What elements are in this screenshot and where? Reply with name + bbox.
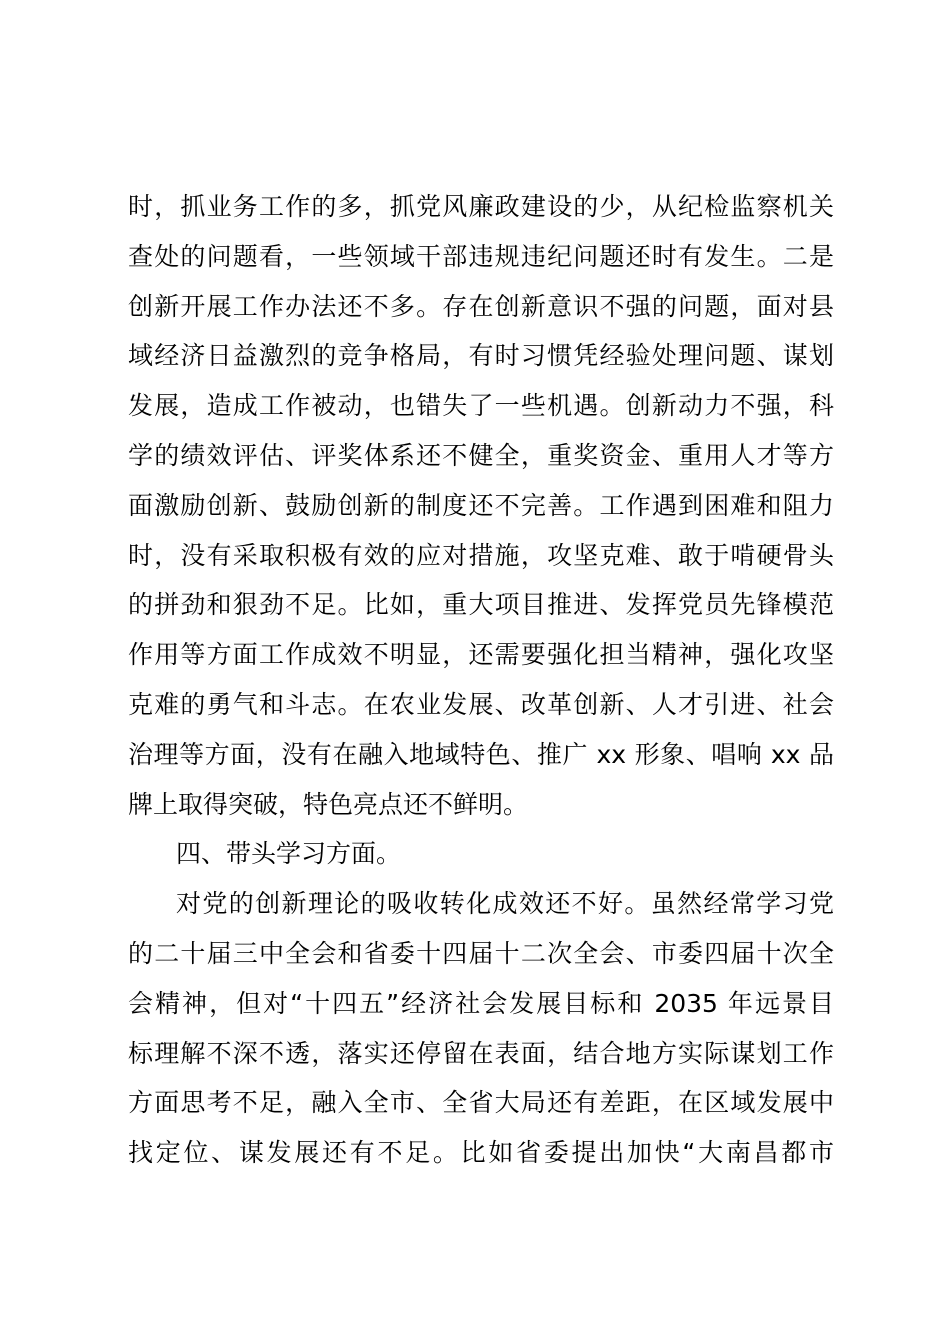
text-line: 时，抓业务工作的多，抓党风廉政建设的少，从纪检监察机关 [128,192,834,221]
section-heading: 四、带头学习方面。 [176,839,402,869]
text-line: 找定位、谋发展还有不足。比如省委提出加快“大南昌都市 [128,1138,834,1168]
text-line: 查处的问题看，一些领域干部违规违纪问题还时有发生。二是 [128,241,834,271]
text-line: 标理解不深不透，落实还停留在表面，结合地方实际谋划工作 [128,1038,834,1068]
text-line: 的拼劲和狠劲不足。比如，重大项目推进、发挥党员先锋模范 [128,590,834,620]
text-line: 的二十届三中全会和省委十四届十二次全会、市委四届十次全 [128,938,834,968]
text-line: 牌上取得突破，特色亮点还不鲜明。 [128,789,529,819]
text-line: 作用等方面工作成效不明显，还需要强化担当精神，强化攻坚 [128,640,834,670]
text-line: 面激励创新、鼓励创新的制度还不完善。工作遇到困难和阻力 [128,490,834,520]
text-line: 克难的勇气和斗志。在农业发展、改革创新、人才引进、社会 [128,689,834,719]
text-line: 创新开展工作办法还不多。存在创新意识不强的问题，面对县 [128,291,834,321]
text-line: 会精神，但对“十四五”经济社会发展目标和 2035 年远景目 [128,988,834,1018]
text-line: 时，没有采取积极有效的应对措施，攻坚克难、敢于啃硬骨头 [128,540,834,570]
text-line: 方面思考不足，融入全市、全省大局还有差距，在区域发展中 [128,1088,834,1118]
text-line: 对党的创新理论的吸收转化成效还不好。虽然经常学习党 [176,889,834,919]
text-line: 治理等方面，没有在融入地域特色、推广 xx 形象、唱响 xx 品 [128,739,834,769]
text-line: 学的绩效评估、评奖体系还不健全，重奖资金、重用人才等方 [128,440,834,470]
text-line: 域经济日益激烈的竞争格局，有时习惯凭经验处理问题、谋划 [128,341,834,371]
text-line: 发展，造成工作被动，也错失了一些机遇。创新动力不强，科 [128,391,834,421]
document-body [128,182,834,1178]
